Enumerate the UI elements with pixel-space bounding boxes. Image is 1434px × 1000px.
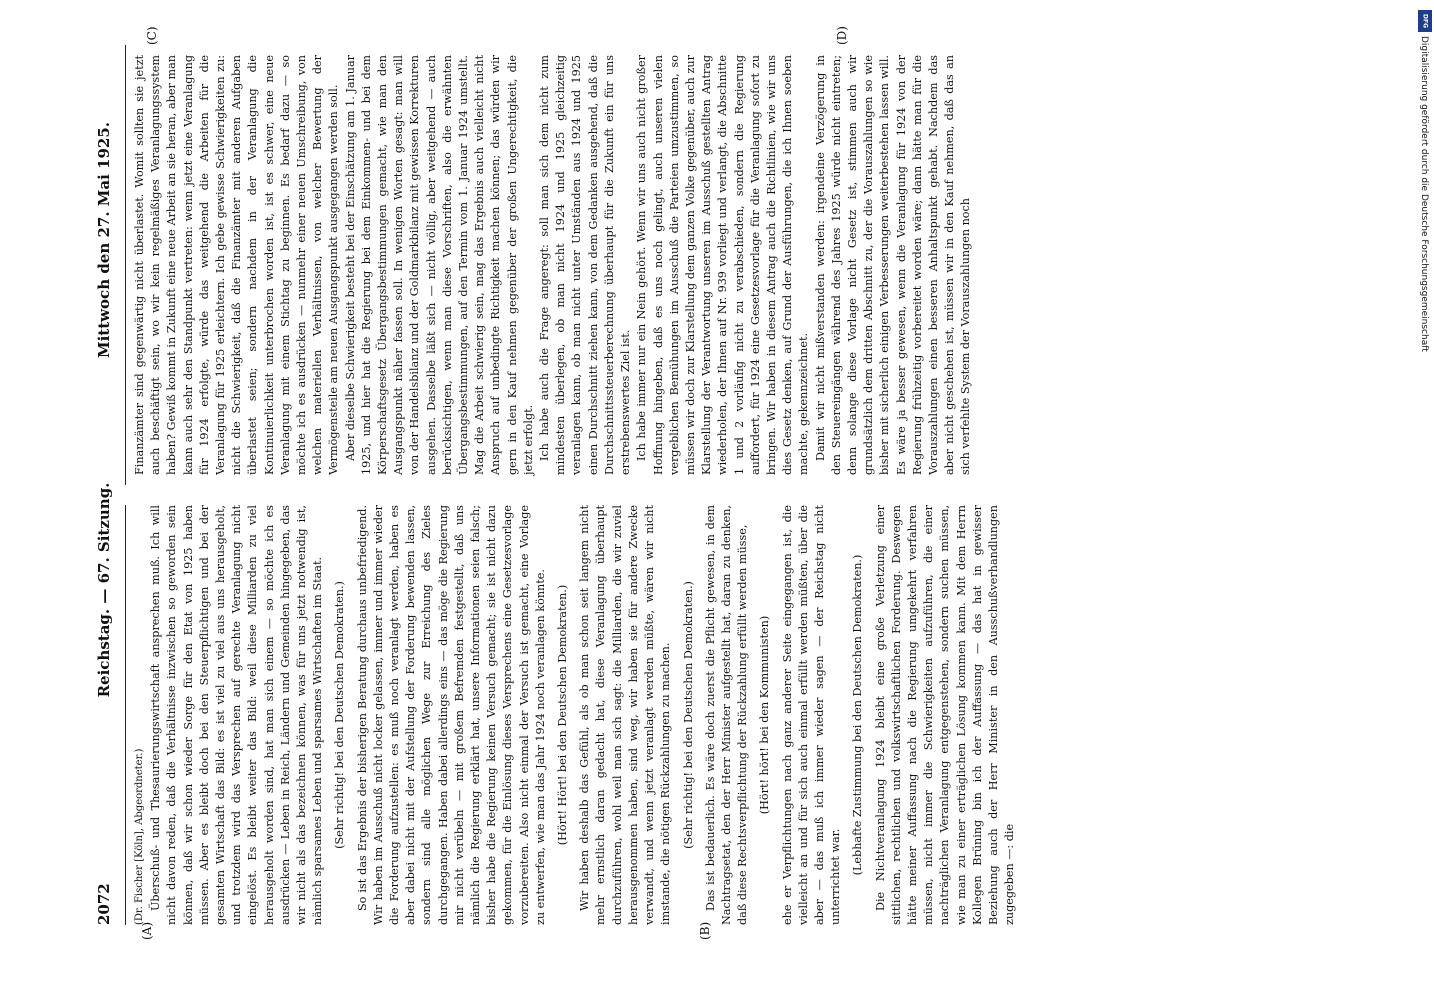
interjection: (Lebhafte Zustimmung bei den Deutschen Demokraten.) xyxy=(851,554,865,876)
margin-mark-b: (B) xyxy=(698,921,712,940)
paragraph: Das ist bedauerlich. Es wäre doch zuerst die Pflicht gewesen, in dem Nachtragsetat, den der Herr Minister aufgestellt hat, daran zu denken, daß diese Rechtsverpflichtung der Rückzahlung erfüllt werden müsse, xyxy=(703,505,750,925)
paragraph: Die Nichtveranlagung 1924 bleibt eine große Verletzung einer sittlichen, rechtlichen und volkswirtschaftlichen Forderung. Deswegen hätte meiner Auffassung nach die Regierung umgekehrt verfahren müssen, nicht immer die Schwierigkeiten aufzuführen, die einer nachträglichen Veranlagung entgegenstehen, sondern suchen müssen, wie man zu einer erträglichen Lösung kommen kann. Mit dem Herrn Kollegen Brüning bin ich der Auffassung — das hat in gewisser Beziehung auch der Herr Minister in den Ausschußverhandlungen zugegeben —: die xyxy=(873,505,1017,925)
paragraph: So ist das Ergebnis der bisherigen Beratung durchaus unbefriedigend. Wir haben im Ausschuß nicht locker gelassen, immer und immer wieder die Forderung aufzustellen: es muß noch veranlagt werden, haben es aber dabei nicht mit der Aufstellung der Forderung bewenden lassen, sondern sind alle möglichen Wege zur Erreichung des Zieles durchgegangen. Haben dabei allerdings eins — das möge die Regierung mir nicht verübeln — mit großem Befremden festgestellt, daß uns nämlich die Regierung erklärt hat, unsere Informationen seien falsch; bisher habe die Regierung keinen Versuch gemacht; sie ist nicht dazu gekommen, für die Einlösung dieses Versprechens eine Gesetzesvorlage vorzubereiten. Also nicht einmal der Versuch ist gemacht, eine Vorlage zu entwerfen, wie man das Jahr 1924 noch veranlagen könnte. xyxy=(355,505,547,925)
dfg-logo xyxy=(1418,10,1432,32)
margin-mark-c: (C) xyxy=(145,26,159,45)
paragraph: Ich habe auch die Frage angeregt: soll man sich dem nicht zum mindesten überlegen, ob man nicht 1924 und 1925 gleichzeitig veranlagen kann, ob man nicht unter Umständen aus 1924 und 1925 einen Durchschnitt ziehen kann, von dem Gedanken ausgehend, daß die Durchschnittssteuerberechnung überhaupt für die Zukunft ein für uns erstrebenswertes Ziel ist. xyxy=(538,55,633,475)
paragraph: Aber dieselbe Schwierigkeit besteht bei der Einschätzung am 1. Januar 1925, und hier hat die Regierung bei dem Einkommen- und bei dem Körperschaftsgesetz Übergangsbestimmungen gemacht, wie man den Ausgangspunkt näher fassen soll. In wenigen Worten gesagt: man will von der Handelsbilanz und der Goldmarkbilanz mit gewissen Korrekturen ausgehen. Dasselbe läßt sich — nicht völlig, aber weitgehend — auch berücksichtigen, wenn man diese Vorschriften, also die erwähnten Übergangsbestimmungen, auf den Termin vom 1. Januar 1924 umstellt. Mag die Arbeit schwierig sein, mag das Ergebnis auch vielleicht nicht Anspruch auf unbedingte Richtigkeit machen können; das würden wir gern in den Kauf nehmen gegenüber der großen Ungerechtigkeit, die jetzt erfolgt. xyxy=(343,55,535,475)
interjection: (Sehr richtig! bei den Deutschen Demokraten.) xyxy=(681,581,695,849)
funding-strip xyxy=(1416,10,1434,990)
dfg-logo-text: DFG xyxy=(1421,13,1429,28)
header-rule-right xyxy=(125,45,126,485)
page-number: 2072 xyxy=(95,883,113,925)
paragraph: Damit wir nicht mißverstanden werden: irgendeine Verzögerung in den Steuereingängen während des Jahres 1925 würde nicht eintreten; denn solange diese Vorlage nicht Gesetz ist, stimmen auch wir grundsätzlich dem dritten Abschnitt zu, der die Vorauszahlungen so wie bisher mit sicherlich einigen Verbesserungen weiterbestehen lassen will. Es wäre ja besser gewesen, wenn die Veranlagung für 1924 von der Regierung frühzeitig vorbereitet worden wäre; dann hätte man für die Vorauszahlungen einen besseren Anhaltspunkt gehabt. Nachdem das aber nicht geschehen ist, müssen wir in den Kauf nehmen, daß das an sich verfehlte System der Vorauszahlungen noch xyxy=(813,55,973,475)
interjection: (Sehr richtig! bei den Deutschen Demokraten.) xyxy=(333,581,347,849)
paragraph: Überschuß- und Thesaurierungswirtschaft ansprechen muß. Ich will nicht davon reden, daß die Verhältnisse inzwischen so geworden sein können, daß wir schon wieder Sorge für den Etat von 1925 haben müssen. Aber es bleibt doch bei den Steuerpflichtigen und bei der gesamten Wirtschaft das Bild: es ist viel zu viel aus uns herausgeholt, und trotzdem wird das Versprechen auf gerechte Veranlagung nicht eingelöst. Es bleibt weiter das Bild: weil diese Milliarden zu viel herausgeholt worden sind, hat man sich einem — so möchte ich es ausdrücken — Leben in Reich, Ländern und Gemeinden hingegeben, das wir nicht als das bezeichnen können, was für uns jetzt notwendig ist, nämlich sparsames Leben und sparsames Wirtschaften im Staat. xyxy=(149,505,325,925)
header-rule-left xyxy=(125,505,126,925)
paragraph: Finanzämter sind gegenwärtig nicht überlastet. Womit sollten sie jetzt auch beschäftigt sein, wo wir kein regelmäßiges Veranlagungssystem haben? Gewiß kommt in Zukunft eine neue Arbeit an sie heran, aber man kann auch sehr den Standpunkt vertreten: wenn jetzt eine Veranlagung für 1924 erfolgte, würde das weitgehend die Arbeiten für die Veranlagung für 1925 erleichtern. Ich gebe gewisse Schwierigkeiten zu: nicht die Schwierigkeit, daß die Finanzämter mit anderen Aufgaben überlastet seien; sondern nachdem in der Veranlagung die Kontinuierlichkeit unterbrochen worden ist, ist es schwer, eine neue Veranlagung mit einem Stichtag zu beginnen. Es bedarf dazu — so möchte ich es ausdrücken — nunmehr einer neuen Umschreibung, von welchen materiellen Verhältnissen, von welcher Bewertung der Vermögensteile am neuen Ausgangspunkt ausgegangen werden soll. xyxy=(133,55,341,475)
paragraph: ehe er Verpflichtungen nach ganz anderer Seite eingegangen ist, die vielleicht an und für sich auch einmal erfüllt werden müßten, über die aber — das muß ich immer wieder sagen — der Reichstag nicht unterrichtet war. xyxy=(780,505,843,925)
margin-mark-a: (A) xyxy=(140,921,154,940)
paragraph: Ich habe immer nur ein Nein gehört. Wenn wir uns auch nicht großer Hoffnung hingeben, daß es uns noch gelingt, auch unseren vielen vergeblichen Bemühungen im Ausschuß die Parteien umzustimmen, so müssen wir doch zur Klarstellung dem ganzen Volke gegenüber, auch zur Klarstellung der Verantwortung unseren im Ausschuß gestellten Antrag wiederholen, der Ihnen auf Nr. 939 vorliegt und verlangt, die Abschnitte 1 und 2 vorläufig nicht zu verabschieden, sondern die Regierung auffordert, für 1924 eine Gesetzesvorlage für die Veranlagung sofort zu bringen. Wir haben in diesem Antrag auch die Richtlinien, wie wir uns dies Gesetz denken, auf Grund der Ausführungen, die ich Ihnen soeben machte, gekennzeichnet. xyxy=(635,55,811,475)
paragraph: Wir haben deshalb das Gefühl, als ob man schon seit langem nicht mehr ernstlich daran gedacht hat, diese Veranlagung überhaupt durchzuführen, wohl weil man sich sagt: die Milliarden, die wir zuviel herausgenommen haben, sind weg, wir haben sie für andere Zwecke verwandt, und wenn jetzt veranlagt werden müßte, wären wir nicht imstande, die nötigen Rückzahlungen zu machen. xyxy=(578,505,673,925)
text-column-right xyxy=(132,55,975,475)
interjection: (Hört! Hört! bei den Deutschen Demokraten.) xyxy=(556,584,570,846)
running-header-date: Mittwoch den 27. Mai 1925. xyxy=(95,121,113,359)
funding-notice: Digitalisierung gefördert durch die Deutsche Forschungsgemeinschaft xyxy=(1419,36,1429,352)
running-header-center: Reichstag. — 67. Sitzung. xyxy=(95,482,113,698)
interjection: (Hört! hört! bei den Kommunisten) xyxy=(758,615,772,815)
text-column-left xyxy=(132,505,1018,925)
margin-mark-d: (D) xyxy=(835,26,849,45)
speaker-line: (Dr. Fischer [Köln], Abgeordneter.) xyxy=(134,748,145,925)
